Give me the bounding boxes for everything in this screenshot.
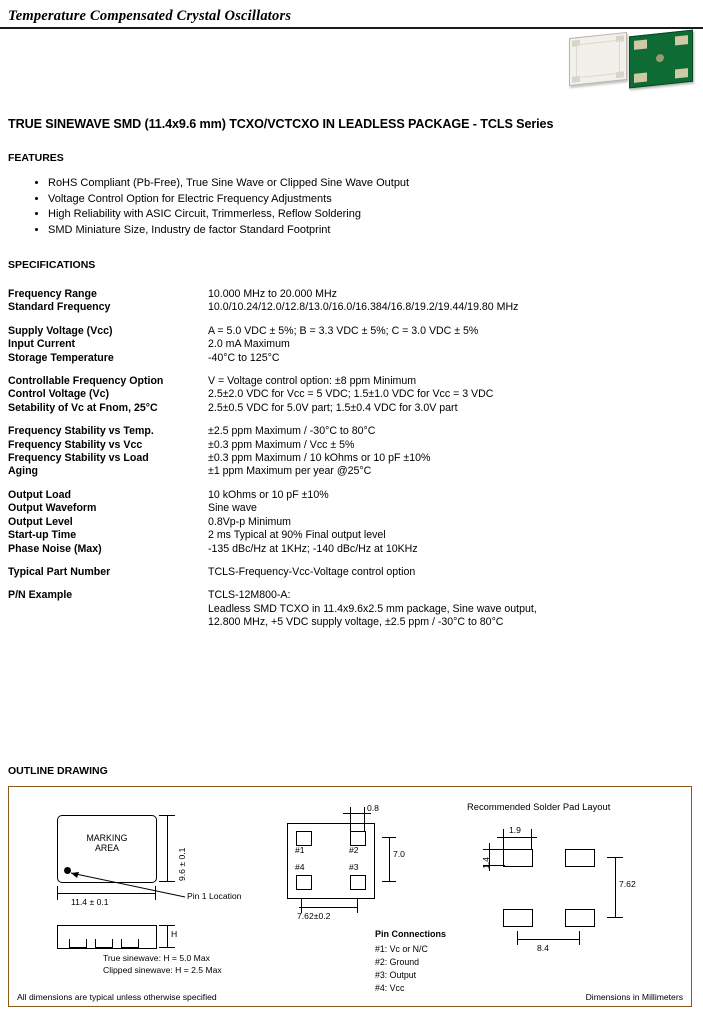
spec-label: Phase Noise (Max) [8,542,102,555]
spacer-row [8,556,688,566]
dim-114: 11.4 ± 0.1 [71,897,109,907]
dim-line-84 [517,939,579,940]
list-item: • Voltage Control Option for Electric Frequency Adjustments [48,192,409,208]
dim-tick [159,947,175,948]
pad-4 [296,875,312,890]
pin-connection-item: #4: Vcc [375,983,405,993]
table-row [8,338,688,351]
dim-19: 1.9 [509,825,521,835]
pin-connections-title: Pin Connections [375,929,447,939]
dim-tick [350,807,351,831]
dim-tick [159,925,175,926]
dim-tick [517,931,518,945]
spec-value: ±1 ppm Maximum per year @25°C [208,465,372,478]
spec-label: P/N Example [8,589,73,602]
spec-label: Output Waveform [8,502,97,515]
product-title: TRUE SINEWAVE SMD (11.4x9.6 mm) TCXO/VCTCXO IN LEADLESS PACKAGE - TCLS Series [8,117,554,131]
dim-tick [382,837,396,838]
dim-tick [483,849,505,850]
outline-drawing-box [8,786,692,1007]
dim-84: 8.4 [537,943,549,953]
table-row [8,352,688,365]
spacer-row [8,579,688,589]
spec-label: Frequency Stability vs Vcc [8,438,143,451]
product-photo [569,33,695,91]
drawing-units-note: Dimensions in Millimeters [585,992,683,1002]
spec-label: Input Current [8,338,76,351]
note-clipped-sinewave: Clipped sinewave: H = 2.5 Max [103,965,222,975]
spec-value: ±2.5 ppm Maximum / -30°C to 80°C [208,425,376,438]
solder-pad-2 [565,849,595,867]
dim-h: H [171,929,178,939]
list-item: • High Reliability with ASIC Circuit, Trimmerless, Reflow Soldering [48,207,409,223]
table-row [8,425,688,438]
dim-tick [364,807,365,831]
spec-value: -135 dBc/Hz at 1KHz; -140 dBc/Hz at 10KHz [208,542,418,555]
list-item: • SMD Miniature Size, Industry de factor Standard Footprint [48,223,409,239]
package-photo-top-view [569,32,627,86]
spec-value: 2.0 mA Maximum [208,338,290,351]
spec-label: Typical Part Number [8,565,111,578]
dim-line-side-height [167,925,168,947]
table-row [8,566,688,579]
dim-08: 0.8 [367,803,379,813]
pin-connection-item: #3: Output [375,970,417,980]
dim-tick [607,917,623,918]
dim-tick [382,881,396,882]
solder-pad-1 [503,849,533,867]
spec-value: ±0.3 ppm Maximum / 10 kOhms or 10 pF ±10% [208,452,431,465]
pad-mark-1: #1 [295,845,305,855]
spec-value-line: Leadless SMD TCXO in 11.4x9.6x2.5 mm package, Sine wave output, [208,602,537,615]
spec-label: Frequency Range [8,288,97,300]
pad-mark-2: #2 [349,845,359,855]
features-list [30,176,409,238]
spec-label: Frequency Stability vs Load [8,452,149,465]
spec-value: 10.000 MHz to 20.000 MHz [208,288,337,300]
spec-value: TCLS-Frequency-Vcc-Voltage control option [208,565,416,578]
list-item: • RoHS Compliant (Pb-Free), True Sine Wave or Clipped Sine Wave Output [48,176,409,192]
side-pad [95,939,113,948]
dim-tick [607,857,623,858]
outline-drawing-heading: OUTLINE DRAWING [8,765,108,777]
pin1-location-label: Pin 1 Location [187,891,242,901]
table-row [8,439,688,452]
pin-connection-item: #1: Vc or N/C [375,944,428,954]
table-row [8,465,688,478]
dim-line-762v [615,857,616,917]
table-row [8,301,688,314]
solder-pad-4 [503,909,533,927]
pad-2 [350,831,366,846]
table-row [8,325,688,338]
spec-value: -40°C to 125°C [208,351,280,364]
spec-value-line: TCLS-12M800-A: [208,589,291,602]
dim-line-19 [497,837,537,838]
spec-value [208,589,688,629]
spec-value: 10.0/10.24/12.0/12.8/13.0/16.0/16.384/16.8/19.2/19.44/19.80 MHz [208,301,519,314]
table-row [8,388,688,401]
dim-tick [579,931,580,945]
dim-762: 7.62 [619,879,636,889]
specifications-table [8,288,688,630]
spec-label: Start-up Time [8,529,77,542]
spacer-row [8,315,688,325]
solder-pad-3 [565,909,595,927]
spec-value: 0.8Vp-p Minimum [208,515,292,528]
table-row [8,502,688,515]
pad-3 [350,875,366,890]
pad-1 [296,831,312,846]
spec-value-line: 12.800 MHz, +5 VDC supply voltage, ±2.5 ppm / -30°C to 80°C [208,616,504,629]
table-row [8,489,688,502]
spec-value: 2.5±0.5 VDC for 5.0V part; 1.5±0.4 VDC for 3.0V part [208,401,458,414]
spacer-row [8,479,688,489]
pin-connection-item: #2: Ground [375,957,420,967]
spec-label: Standard Frequency [8,301,111,314]
pin-connections-list [375,943,428,995]
spacer-row [8,415,688,425]
spec-value: V = Voltage control option: ±8 ppm Minimum [208,375,417,388]
table-row [8,402,688,415]
spec-value: 2.5±2.0 VDC for Vcc = 5 VDC; 1.5±1.0 VDC for Vcc = 3 VDC [208,388,494,401]
dim-tick [357,899,358,913]
dim-tick [503,829,504,849]
table-row [8,452,688,465]
dim-70: 7.0 [393,849,405,859]
dim-96: 9.6 ± 0.1 [177,847,187,881]
pad-mark-4: #4 [295,862,305,872]
solder-pad-layout-title: Recommended Solder Pad Layout [467,801,611,812]
table-row [8,516,688,529]
note-true-sinewave: True sinewave: H = 5.0 Max [103,953,210,963]
drawing-footer-note: All dimensions are typical unless otherwise specified [17,992,217,1002]
spec-label: Output Load [8,488,71,501]
spec-value: 2 ms Typical at 90% Final output level [208,529,386,542]
spec-label: Storage Temperature [8,351,114,364]
spec-label: Setability of Vc at Fnom, 25°C [8,401,158,414]
spacer-row [8,365,688,375]
side-pad [69,939,87,948]
page-header-title: Temperature Compensated Crystal Oscillators [8,8,292,24]
dim-tick [531,829,532,849]
marking-area-label: MARKING AREA [86,833,128,853]
spec-label: Control Voltage (Vc) [8,388,110,401]
spec-label: Output Level [8,515,73,528]
dim-762-tol: 7.62±0.2 [297,911,331,921]
side-pad [121,939,139,948]
spec-label: Supply Voltage (Vcc) [8,324,113,337]
features-heading: FEATURES [8,152,64,164]
dim-line-08 [343,813,371,814]
header-divider [0,27,703,29]
dim-14: 1.4 [481,857,491,869]
table-row [8,543,688,556]
spec-value: ±0.3 ppm Maximum / Vcc ± 5% [208,438,355,451]
package-photo-bottom-view [629,30,693,89]
spec-value: 10 kOhms or 10 pF ±10% [208,488,329,501]
dim-line-762 [299,907,357,908]
dim-line-70 [389,837,390,881]
spec-label: Aging [8,465,39,478]
specifications-heading: SPECIFICATIONS [8,259,96,271]
spec-value: A = 5.0 VDC ± 5%; B = 3.3 VDC ± 5%; C = 3.0 VDC ± 5% [208,324,479,337]
table-row [8,529,688,542]
table-row [8,288,688,301]
spec-label: Frequency Stability vs Temp. [8,425,154,438]
table-row [8,375,688,388]
table-row [8,589,688,629]
spec-value: Sine wave [208,502,257,515]
pin1-leader-line [9,787,269,927]
spec-label: Controllable Frequency Option [8,375,164,388]
pad-mark-3: #3 [349,862,359,872]
